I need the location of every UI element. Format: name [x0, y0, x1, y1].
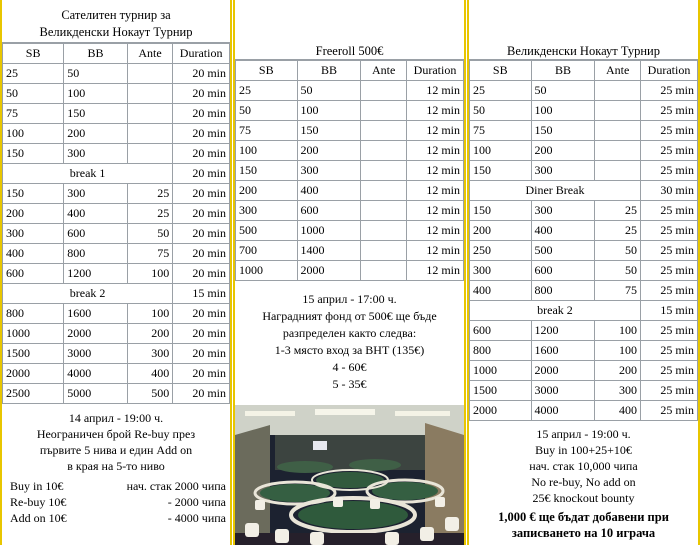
duration-cell: 20 min [173, 204, 230, 224]
break-label: break 2 [470, 301, 641, 321]
small-blind-cell: 150 [470, 161, 532, 181]
small-blind-cell: 250 [470, 241, 532, 261]
ante-cell [361, 261, 407, 281]
duration-cell: 20 min [173, 384, 230, 404]
ante-cell: 400 [595, 401, 641, 421]
duration-cell: 12 min [406, 81, 463, 101]
table-row [3, 144, 230, 164]
table-row [236, 121, 464, 141]
table-row [236, 81, 464, 101]
ante-cell [595, 161, 641, 181]
duration-cell: 25 min [640, 161, 697, 181]
ante-cell [361, 101, 407, 121]
table-row [236, 241, 464, 261]
big-blind-cell: 1000 [297, 221, 361, 241]
break-duration: 15 min [640, 301, 697, 321]
big-blind-cell: 400 [64, 204, 128, 224]
freeroll-column [233, 0, 466, 545]
ante-cell: 25 [127, 204, 172, 224]
table-row [3, 124, 230, 144]
ante-cell: 50 [595, 241, 641, 261]
small-blind-cell: 1000 [470, 361, 532, 381]
satellite-title: Сателитен турнир за Великденски Нокаут Турнир [2, 0, 230, 43]
table-row [236, 101, 464, 121]
duration-cell: 25 min [640, 261, 697, 281]
small-blind-cell: 2500 [3, 384, 64, 404]
small-blind-cell: 100 [3, 124, 64, 144]
freeroll-notes: 15 април - 17:00 ч. Наградният фонд от 500€ ще бъде разпределен както следва: 1-3 място вход за ВНТ (135€) 4 - 60€ 5 - 35€ [235, 281, 464, 393]
big-blind-cell: 200 [297, 141, 361, 161]
duration-cell: 20 min [173, 184, 230, 204]
table-row [470, 101, 698, 121]
break-label: break 2 [3, 284, 173, 304]
duration-cell: 25 min [640, 341, 697, 361]
ante-cell: 25 [595, 201, 641, 221]
bb-header: BB [64, 44, 128, 64]
big-blind-cell: 2000 [297, 261, 361, 281]
ante-cell [361, 201, 407, 221]
small-blind-cell: 400 [470, 281, 532, 301]
small-blind-cell: 1500 [3, 344, 64, 364]
big-blind-cell: 150 [297, 121, 361, 141]
big-blind-cell: 200 [531, 141, 595, 161]
ante-cell [127, 84, 172, 104]
ante-cell [127, 64, 172, 84]
ante-header: Ante [361, 61, 407, 81]
duration-cell: 25 min [640, 281, 697, 301]
ante-cell: 100 [127, 264, 172, 284]
easter-knockout-column [467, 0, 700, 545]
big-blind-cell: 300 [297, 161, 361, 181]
small-blind-cell: 300 [470, 261, 532, 281]
table-row [470, 201, 698, 221]
table-row [470, 241, 698, 261]
table-row [3, 104, 230, 124]
small-blind-cell: 50 [470, 101, 532, 121]
duration-cell: 20 min [173, 124, 230, 144]
duration-cell: 25 min [640, 221, 697, 241]
duration-cell: 25 min [640, 241, 697, 261]
small-blind-cell: 50 [3, 84, 64, 104]
big-blind-cell: 300 [64, 144, 128, 164]
big-blind-cell: 100 [64, 84, 128, 104]
table-row [236, 201, 464, 221]
table-row [470, 141, 698, 161]
small-blind-cell: 800 [3, 304, 64, 324]
duration-cell: 25 min [640, 81, 697, 101]
ante-cell: 300 [595, 381, 641, 401]
ante-cell [361, 81, 407, 101]
table-row [236, 181, 464, 201]
bb-header: BB [297, 61, 361, 81]
table-header-row [470, 61, 698, 81]
table-header-row [236, 61, 464, 81]
ante-cell [361, 141, 407, 161]
freeroll-structure-table [235, 60, 464, 281]
duration-header: Duration [406, 61, 463, 81]
table-row [470, 341, 698, 361]
big-blind-cell: 200 [64, 124, 128, 144]
fee-row: Buy in 10€ нач. стак 2000 чипа [10, 479, 226, 493]
big-blind-cell: 50 [297, 81, 361, 101]
small-blind-cell: 700 [236, 241, 298, 261]
table-row [470, 401, 698, 421]
duration-cell: 25 min [640, 401, 697, 421]
duration-cell: 20 min [173, 304, 230, 324]
duration-cell: 20 min [173, 344, 230, 364]
duration-cell: 25 min [640, 101, 697, 121]
big-blind-cell: 4000 [64, 364, 128, 384]
bb-header: BB [531, 61, 595, 81]
table-row [236, 221, 464, 241]
satellite-notes: 14 април - 19:00 ч. Неограничен брой Re-buy през първите 5 нива и един Add on в края на 5-то ниво [2, 404, 230, 474]
ante-cell: 75 [595, 281, 641, 301]
big-blind-cell: 600 [64, 224, 128, 244]
ante-cell [127, 104, 172, 124]
big-blind-cell: 300 [64, 184, 128, 204]
ante-cell: 500 [127, 384, 172, 404]
table-row [236, 141, 464, 161]
table-row [3, 304, 230, 324]
duration-cell: 20 min [173, 64, 230, 84]
big-blind-cell: 3000 [64, 344, 128, 364]
ante-cell: 100 [127, 304, 172, 324]
small-blind-cell: 1500 [470, 381, 532, 401]
big-blind-cell: 600 [531, 261, 595, 281]
big-blind-cell: 5000 [64, 384, 128, 404]
duration-cell: 20 min [173, 144, 230, 164]
small-blind-cell: 300 [3, 224, 64, 244]
ante-cell [127, 144, 172, 164]
table-row [3, 64, 230, 84]
duration-cell: 25 min [640, 361, 697, 381]
duration-cell: 12 min [406, 121, 463, 141]
small-blind-cell: 150 [236, 161, 298, 181]
satellite-date: 14 април - 19:00 ч. [68, 411, 164, 425]
ante-cell [361, 121, 407, 141]
small-blind-cell: 1000 [3, 324, 64, 344]
table-row [3, 364, 230, 384]
table-row [470, 281, 698, 301]
duration-cell: 12 min [406, 101, 463, 121]
duration-cell: 25 min [640, 121, 697, 141]
poker-room-photo [235, 405, 464, 545]
duration-cell: 12 min [406, 161, 463, 181]
freeroll-date: 15 април - 17:00 ч. [302, 292, 397, 306]
ante-header: Ante [595, 61, 641, 81]
duration-cell: 25 min [640, 381, 697, 401]
ante-cell [361, 221, 407, 241]
break-row [470, 301, 698, 321]
sb-header: SB [3, 44, 64, 64]
duration-cell: 20 min [173, 364, 230, 384]
break-label: Diner Break [470, 181, 641, 201]
ante-cell: 100 [595, 341, 641, 361]
ante-cell [361, 181, 407, 201]
table-row [3, 384, 230, 404]
poker-room-image [235, 405, 464, 545]
table-row [470, 381, 698, 401]
duration-cell: 20 min [173, 324, 230, 344]
table-header-row [3, 44, 230, 64]
duration-cell: 12 min [406, 241, 463, 261]
big-blind-cell: 150 [64, 104, 128, 124]
small-blind-cell: 75 [236, 121, 298, 141]
easter-knockout-structure-table [469, 60, 698, 421]
break-row [3, 284, 230, 304]
easter-knockout-date: 15 април - 19:00 ч. [536, 427, 631, 441]
small-blind-cell: 75 [3, 104, 64, 124]
big-blind-cell: 100 [531, 101, 595, 121]
duration-cell: 20 min [173, 224, 230, 244]
ante-cell: 50 [127, 224, 172, 244]
big-blind-cell: 500 [531, 241, 595, 261]
small-blind-cell: 200 [3, 204, 64, 224]
big-blind-cell: 1400 [297, 241, 361, 261]
small-blind-cell: 2000 [470, 401, 532, 421]
duration-cell: 12 min [406, 201, 463, 221]
satellite-tournament-column [0, 0, 232, 545]
ante-cell [595, 81, 641, 101]
big-blind-cell: 400 [297, 181, 361, 201]
ante-cell [595, 141, 641, 161]
break-duration: 20 min [173, 164, 230, 184]
big-blind-cell: 600 [297, 201, 361, 221]
duration-cell: 25 min [640, 141, 697, 161]
table-row [3, 244, 230, 264]
ante-cell [595, 121, 641, 141]
duration-cell: 25 min [640, 321, 697, 341]
small-blind-cell: 600 [470, 321, 532, 341]
small-blind-cell: 25 [236, 81, 298, 101]
break-duration: 30 min [640, 181, 697, 201]
ante-cell: 300 [127, 344, 172, 364]
small-blind-cell: 200 [470, 221, 532, 241]
small-blind-cell: 500 [236, 221, 298, 241]
table-row [3, 324, 230, 344]
ante-cell [127, 124, 172, 144]
small-blind-cell: 1000 [236, 261, 298, 281]
break-duration: 15 min [173, 284, 230, 304]
duration-cell: 12 min [406, 261, 463, 281]
duration-header: Duration [173, 44, 230, 64]
table-row [470, 321, 698, 341]
break-row [3, 164, 230, 184]
table-row [470, 261, 698, 281]
small-blind-cell: 75 [470, 121, 532, 141]
big-blind-cell: 1600 [531, 341, 595, 361]
ante-cell: 400 [127, 364, 172, 384]
big-blind-cell: 150 [531, 121, 595, 141]
small-blind-cell: 150 [470, 201, 532, 221]
sb-header: SB [470, 61, 532, 81]
duration-cell: 12 min [406, 181, 463, 201]
table-row [470, 361, 698, 381]
big-blind-cell: 3000 [531, 381, 595, 401]
ante-cell: 50 [595, 261, 641, 281]
duration-cell: 12 min [406, 141, 463, 161]
satellite-fees [2, 474, 230, 526]
small-blind-cell: 600 [3, 264, 64, 284]
satellite-structure-table [2, 43, 230, 404]
ante-cell [361, 241, 407, 261]
ante-cell [595, 101, 641, 121]
small-blind-cell: 100 [470, 141, 532, 161]
big-blind-cell: 1600 [64, 304, 128, 324]
table-row [470, 121, 698, 141]
ante-cell: 200 [127, 324, 172, 344]
table-row [236, 161, 464, 181]
small-blind-cell: 800 [470, 341, 532, 361]
small-blind-cell: 400 [3, 244, 64, 264]
small-blind-cell: 25 [3, 64, 64, 84]
big-blind-cell: 300 [531, 161, 595, 181]
table-row [3, 84, 230, 104]
ante-cell: 25 [595, 221, 641, 241]
sb-header: SB [236, 61, 298, 81]
ante-cell: 100 [595, 321, 641, 341]
small-blind-cell: 150 [3, 184, 64, 204]
big-blind-cell: 1200 [531, 321, 595, 341]
duration-cell: 20 min [173, 264, 230, 284]
small-blind-cell: 200 [236, 181, 298, 201]
fee-row: Re-buy 10€ - 2000 чипа [10, 495, 226, 509]
table-row [3, 204, 230, 224]
freeroll-title: Freeroll 500€ [235, 0, 464, 60]
ante-cell [361, 161, 407, 181]
big-blind-cell: 800 [64, 244, 128, 264]
duration-cell: 20 min [173, 84, 230, 104]
table-row [236, 261, 464, 281]
big-blind-cell: 50 [531, 81, 595, 101]
fee-row: Add on 10€ - 4000 чипа [10, 511, 226, 525]
big-blind-cell: 2000 [64, 324, 128, 344]
big-blind-cell: 400 [531, 221, 595, 241]
duration-cell: 20 min [173, 104, 230, 124]
duration-cell: 20 min [173, 244, 230, 264]
duration-cell: 25 min [640, 201, 697, 221]
easter-knockout-notes: 15 април - 19:00 ч. Buy in 100+25+10€ нач. стак 10,000 чипа No re-buy, No add on 25€ knockout bounty 1,000 € ще бъдат добавени при записването на 10 играча [469, 421, 698, 541]
duration-cell: 12 min [406, 221, 463, 241]
big-blind-cell: 100 [297, 101, 361, 121]
break-row [470, 181, 698, 201]
table-row [470, 161, 698, 181]
big-blind-cell: 1200 [64, 264, 128, 284]
big-blind-cell: 50 [64, 64, 128, 84]
ante-cell: 75 [127, 244, 172, 264]
small-blind-cell: 300 [236, 201, 298, 221]
break-label: break 1 [3, 164, 173, 184]
ante-cell: 200 [595, 361, 641, 381]
big-blind-cell: 300 [531, 201, 595, 221]
table-row [3, 264, 230, 284]
small-blind-cell: 2000 [3, 364, 64, 384]
small-blind-cell: 50 [236, 101, 298, 121]
easter-knockout-title: Великденски Нокаут Турнир [469, 0, 698, 60]
big-blind-cell: 800 [531, 281, 595, 301]
big-blind-cell: 4000 [531, 401, 595, 421]
ante-header: Ante [127, 44, 172, 64]
small-blind-cell: 25 [470, 81, 532, 101]
table-row [3, 224, 230, 244]
table-row [470, 81, 698, 101]
small-blind-cell: 150 [3, 144, 64, 164]
table-row [3, 184, 230, 204]
table-row [3, 344, 230, 364]
big-blind-cell: 2000 [531, 361, 595, 381]
duration-header: Duration [640, 61, 697, 81]
table-row [470, 221, 698, 241]
ante-cell: 25 [127, 184, 172, 204]
small-blind-cell: 100 [236, 141, 298, 161]
